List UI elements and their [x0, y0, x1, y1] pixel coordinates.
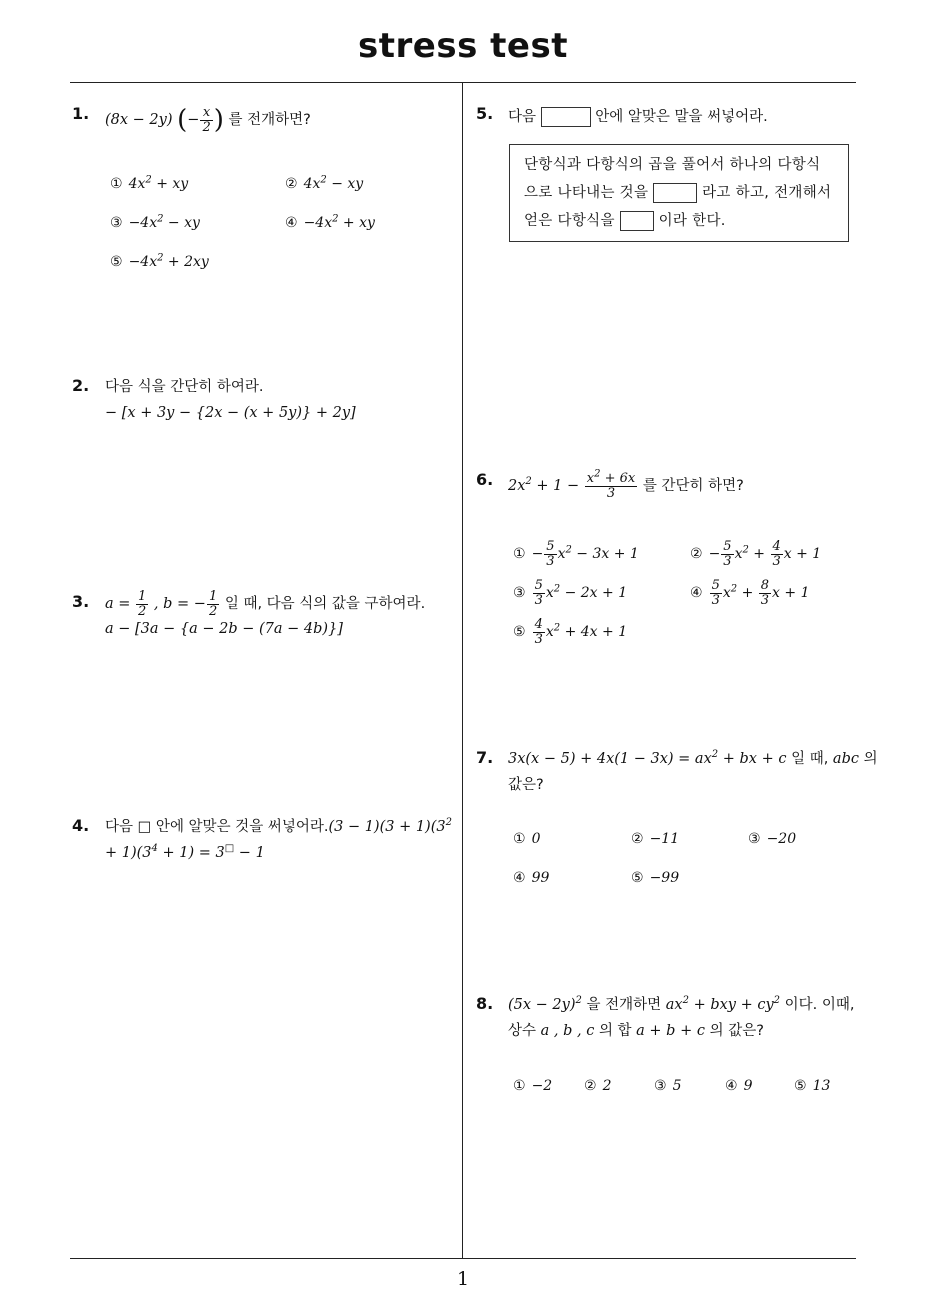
- box-line-1: 단항식과 다항식의 곱을 풀어서 하나의 다항식: [524, 157, 821, 173]
- question-6-suffix: 를 간단히 하면?: [642, 478, 744, 495]
- question-2-stem: [105, 374, 356, 426]
- question-1-choice-3[interactable]: ③ $-4x^2$ − xy: [110, 213, 200, 231]
- box-line-2: 으로 나타내는 것을 라고 하고, 전개해서: [524, 185, 832, 201]
- question-2-number: 2.: [72, 376, 90, 395]
- question-5-box: [509, 144, 849, 242]
- question-7-stem: $3x(x - 5) + 4x(1 - 3x) = ax^2$ + bx + c 일 때, abc 의 값은?: [508, 746, 878, 798]
- answer-blank: [541, 107, 591, 127]
- question-4-number: 4.: [72, 816, 90, 835]
- question-6-choice-2[interactable]: ② − $\frac{5}{3}$ $x^2$ + $\frac{4}{3}$ x + 1: [690, 539, 822, 569]
- question-6-stem: $2x^2 + 1$ − $\frac{x^2 + 6x}{3}$ 를 간단히 하면?: [508, 468, 744, 501]
- question-2-expression: − [x + 3y − {2x − (x + 5y)} + 2y]: [105, 405, 356, 421]
- question-6-choice-1[interactable]: ① − $\frac{5}{3}$ $x^2 - 3x + 1$: [513, 539, 639, 569]
- question-1-choice-5[interactable]: ⑤ $-4x^2 + 2xy$: [110, 252, 209, 270]
- question-6-choice-3[interactable]: ③ $\frac{5}{3}$ $x^2 - 2x + 1$: [513, 578, 628, 608]
- box-line-3: 얻은 다항식을 이라 한다.: [524, 213, 726, 229]
- question-8-choice-5[interactable]: ⑤ 13: [794, 1078, 831, 1094]
- question-8-choice-2[interactable]: ② 2: [584, 1078, 612, 1094]
- question-2-instruction: 다음 식을 간단히 하여라.: [105, 379, 264, 395]
- question-3-expression: a − [3a − {a − 2b − (7a − 4b)}]: [105, 621, 343, 638]
- question-5-stem: 다음 안에 알맞은 말을 써넣어라.: [508, 109, 768, 125]
- question-8-choice-3[interactable]: ③ 5: [654, 1078, 682, 1094]
- page-title: stress test: [358, 26, 568, 66]
- question-1-number: 1.: [72, 104, 90, 123]
- question-8-stem: $(5x - 2y)^2$ 을 전개하면 $ax^2$ + bxy + $cy^2$ 이다. 이때, 상수 a , b , c 의 합 a + b + c 의 값은?: [508, 995, 855, 1039]
- question-4-stem: 다음 □ 안에 알맞은 것을 써넣어라$.(3 - 1)(3 + 1)(3^2 + 1)(3^4 + 1) = 3^□ - 1$: [105, 817, 452, 861]
- question-6-number: 6.: [476, 470, 494, 489]
- question-1-suffix: 를 전개하면?: [228, 112, 311, 129]
- answer-blank: [653, 183, 697, 203]
- question-8-choice-1[interactable]: ① −2: [513, 1078, 553, 1094]
- question-8-number: 8.: [476, 994, 494, 1013]
- question-7-choice-1[interactable]: ① 0: [513, 831, 541, 847]
- column-divider: [462, 83, 463, 1259]
- question-7-number: 7.: [476, 748, 494, 767]
- question-3-stem: a = $\frac{1}{2}$ , b = − $\frac{1}{2}$ 일 때, 다음 식의 값을 구하여라. a − [3a − {a − 2b − (7a − 4b)}]: [105, 590, 425, 642]
- question-3-instruction: 일 때, 다음 식의 값을 구하여라.: [224, 596, 426, 613]
- question-1-choice-1[interactable]: ① $4x^2$ + xy: [110, 174, 189, 192]
- question-5-number: 5.: [476, 104, 494, 123]
- answer-blank: [620, 211, 654, 231]
- page-number: 1: [456, 1268, 470, 1290]
- header-rule: [70, 82, 856, 83]
- question-7-choice-2[interactable]: ② −11: [631, 831, 680, 847]
- footer-rule: [70, 1258, 856, 1259]
- question-4-instruction: 다음 □ 안에 알맞은 것을 써넣어라.: [105, 819, 329, 835]
- question-1-stem: (8x − 2y) (− $\frac{x}{2}$ ) 를 전개하면?: [105, 105, 311, 136]
- question-6-choice-4[interactable]: ④ $\frac{5}{3}$ $x^2$ + $\frac{8}{3}$ x + 1: [690, 578, 810, 608]
- question-7-choice-3[interactable]: ③ −20: [748, 831, 797, 847]
- question-3-number: 3.: [72, 592, 90, 611]
- question-6-choice-5[interactable]: ⑤ $\frac{4}{3}$ $x^2 + 4x + 1$: [513, 617, 628, 647]
- question-7-choice-4[interactable]: ④ 99: [513, 870, 550, 886]
- question-1-choice-2[interactable]: ② $4x^2$ − xy: [285, 174, 364, 192]
- question-8-choice-4[interactable]: ④ 9: [725, 1078, 753, 1094]
- question-7-line-2: 값은?: [508, 777, 544, 793]
- question-1-choice-4[interactable]: ④ $-4x^2$ + xy: [285, 213, 375, 231]
- question-7-choice-5[interactable]: ⑤ −99: [631, 870, 680, 886]
